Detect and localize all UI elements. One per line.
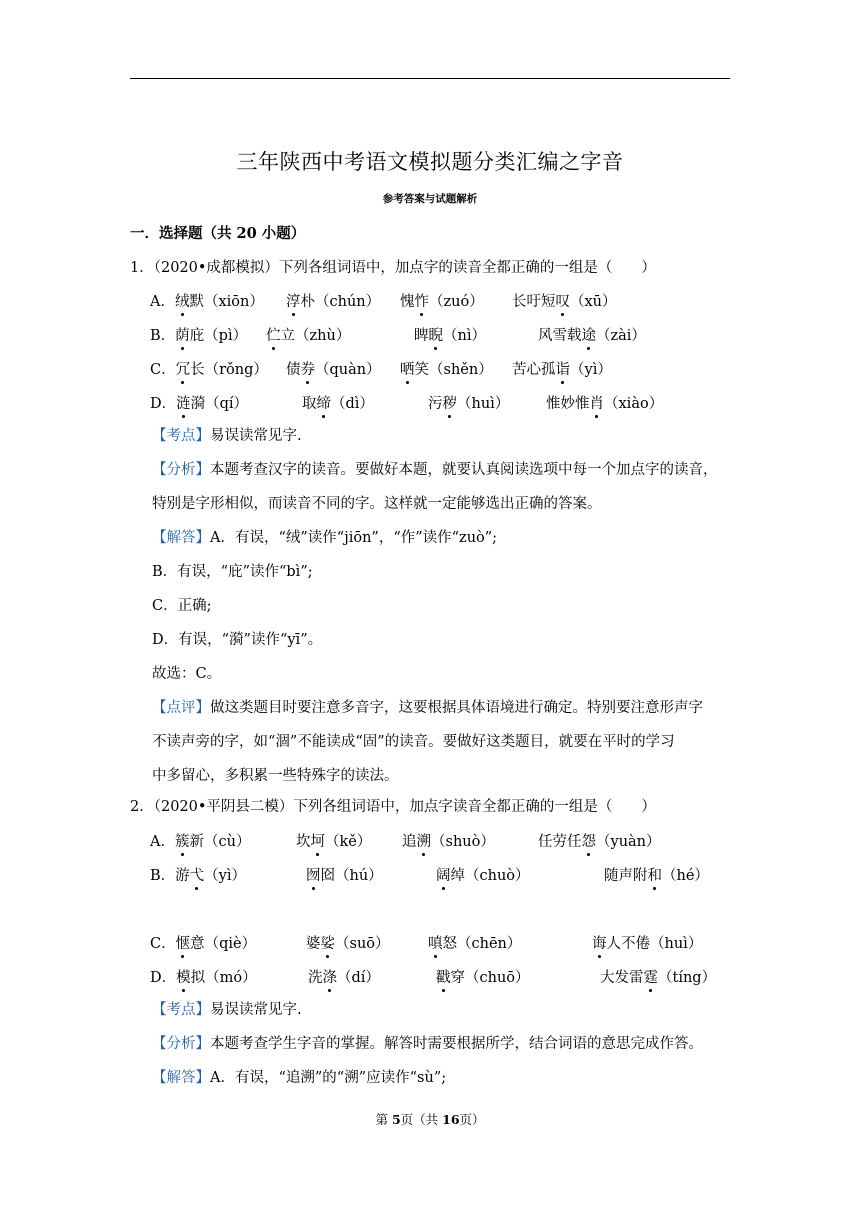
dianping-text-2: 不读声旁的字，如“涸”不能读成“固”的读音。要做好这类题目，就要在平时的学习	[152, 734, 675, 750]
kaodian-text: 易误读常见字.	[210, 428, 302, 444]
dotted-char: 阔	[436, 868, 451, 884]
dotted-char: 秽	[442, 396, 457, 412]
option-d-word-4	[546, 394, 663, 414]
dotted-char: 荫	[175, 328, 190, 344]
dotted-char: 弋	[189, 868, 205, 884]
dotted-char: 簇	[174, 834, 190, 850]
option-c-word-2	[286, 360, 381, 380]
jieda-text-4: D．有误，“漪”读作“yī”。	[152, 632, 323, 648]
word-prefix: 随声附	[604, 868, 648, 884]
dotted-char: 缔	[316, 396, 331, 412]
dotted-char: 诲	[592, 936, 607, 952]
dotted-char: 囫	[306, 868, 321, 884]
option-a-word-2	[296, 832, 371, 852]
option-c-word-4	[512, 360, 612, 380]
word-prefix: 追	[402, 834, 417, 850]
word-prefix: 苦心孤	[512, 362, 556, 378]
option-d-word-3	[428, 394, 509, 414]
jieda-text-1: A．有误，“追溯”的“溯”应读作“sù”;	[210, 1070, 447, 1086]
dotted-char: 涟	[176, 396, 191, 412]
fenxi-tag: 【分析】	[152, 1036, 210, 1052]
option-c-word-1	[150, 934, 256, 954]
dotted-char: 哂	[400, 362, 415, 378]
dotted-char: 溯	[416, 834, 431, 850]
word-suffix: （tíng）	[658, 970, 717, 986]
kaodian-tag: 【考点】	[152, 428, 210, 444]
dotted-char: 绒	[174, 294, 190, 310]
option-a-word-3	[402, 832, 495, 852]
jieda-text-3: C．正确;	[152, 598, 212, 614]
word-prefix: A．	[150, 294, 175, 310]
fenxi-text-2: 特别是字形相似，而读音不同的字。这样就一定能够选出正确的答案。	[152, 496, 602, 512]
section-heading: 一．选择题（共 20 小题）	[130, 225, 306, 242]
word-suffix: （xiào）	[604, 396, 664, 412]
option-d-word-4	[600, 968, 716, 988]
footer-pre: 第	[375, 1112, 392, 1127]
word-suffix: （huì）	[457, 396, 510, 412]
word-prefix: 债	[286, 362, 301, 378]
option-c-word-1	[150, 360, 268, 380]
word-prefix: 婆	[306, 936, 321, 952]
word-suffix: 绰（chuò）	[450, 868, 530, 884]
footer-mid: 页（共	[400, 1112, 443, 1127]
dianping-tag: 【点评】	[152, 700, 210, 716]
option-a-word-1	[150, 292, 264, 312]
word-prefix: D．	[150, 396, 177, 412]
option-d-word-1	[150, 968, 257, 988]
q1-kaodian	[152, 426, 302, 446]
page-footer	[0, 1110, 860, 1128]
dotted-char: 途	[581, 328, 596, 344]
word-prefix: 愧	[400, 294, 415, 310]
dianping-text-3: 中多留心，多积累一些特殊字的读法。	[152, 768, 399, 784]
q1-dianping	[152, 698, 703, 718]
option-d-word-3	[436, 968, 530, 988]
dotted-char: 怍	[414, 294, 429, 310]
word-prefix: 风雪载	[538, 328, 582, 344]
dotted-char: 肖	[589, 396, 604, 412]
option-b-word-1	[150, 326, 247, 346]
option-c-word-3	[400, 360, 493, 380]
word-prefix: 取	[302, 396, 317, 412]
dotted-char: 娑	[320, 936, 335, 952]
word-prefix: D．	[150, 970, 177, 986]
option-d-word-1	[150, 394, 248, 414]
word-suffix: 拟（mó）	[190, 970, 257, 986]
word-suffix: 怒（chēn）	[442, 936, 522, 952]
dotted-char: 模	[176, 970, 191, 986]
q1-jieda	[152, 528, 497, 548]
fenxi-text-1: 本题考查汉字的读音。要做好本题，就要认真阅读选项中每一个加点字的读音，	[210, 462, 718, 478]
word-prefix: 洗	[308, 970, 323, 986]
word-suffix: （hé）	[662, 868, 709, 884]
document-title: 三年陕西中考语文模拟题分类汇编之字音	[236, 150, 624, 174]
q2-fenxi	[152, 1034, 703, 1054]
word-prefix: B．游	[150, 868, 190, 884]
dotted-char: 涤	[322, 970, 337, 986]
word-suffix: 囵（hú）	[320, 868, 383, 884]
dotted-char: 诣	[555, 362, 570, 378]
dotted-char: 冗	[175, 362, 191, 378]
dotted-char: 伫	[266, 328, 281, 344]
word-suffix: （zuó）	[429, 294, 484, 310]
dotted-char: 淳	[286, 294, 301, 310]
word-suffix: （yuàn）	[596, 834, 661, 850]
word-prefix: 长吁短	[512, 294, 556, 310]
word-suffix: （kě）	[325, 834, 372, 850]
dotted-char: 坷	[310, 834, 325, 850]
fenxi-text: 本题考查学生字音的掌握。解答时需要根据所学，结合词语的意思完成作答。	[210, 1036, 703, 1052]
word-prefix: 惟妙惟	[546, 396, 590, 412]
word-suffix: （yì）	[570, 362, 612, 378]
word-suffix: 庇（pì）	[189, 328, 248, 344]
option-b-word-4	[538, 326, 646, 346]
dotted-char: 戳	[436, 970, 451, 986]
question-1-stem: 1．（2020•成都模拟）下列各组词语中，加点字的读音全都正确的一组是（ ）	[130, 260, 656, 276]
word-prefix: C．	[150, 362, 176, 378]
word-suffix: （zài）	[596, 328, 646, 344]
word-suffix: 朴（chún）	[300, 294, 381, 310]
option-d-word-2	[308, 968, 380, 988]
dotted-char: 怨	[581, 834, 596, 850]
option-a-word-4	[538, 832, 661, 852]
word-suffix: 默（xiōn）	[189, 294, 264, 310]
option-a-word-1	[150, 832, 250, 852]
jieda-tag: 【解答】	[152, 530, 210, 546]
fenxi-tag: 【分析】	[152, 462, 210, 478]
header-rule	[130, 78, 730, 79]
dotted-char: 惬	[175, 936, 191, 952]
word-suffix: （shuò）	[431, 834, 495, 850]
jieda-text-1: A．有误，“绒”读作“jiōn”，“作”读作“zuò”;	[210, 530, 498, 546]
word-suffix: （dí）	[337, 970, 380, 986]
option-b-word-1	[150, 866, 246, 886]
word-suffix: 笑（shěn）	[414, 362, 493, 378]
word-suffix: （yì）	[204, 868, 246, 884]
q1-fenxi	[152, 460, 718, 480]
word-prefix: C．	[150, 936, 176, 952]
footer-post: 页）	[459, 1112, 485, 1127]
dotted-char: 嗔	[428, 936, 443, 952]
kaodian-tag: 【考点】	[152, 1002, 210, 1018]
word-suffix: 人不倦（huì）	[606, 936, 703, 952]
option-c-word-2	[306, 934, 390, 954]
word-suffix: （quàn）	[315, 362, 381, 378]
jieda-tag: 【解答】	[152, 1070, 210, 1086]
option-b-word-2	[306, 866, 383, 886]
word-suffix: 长（rǒng）	[190, 362, 268, 378]
page-number: 5	[391, 1112, 401, 1127]
word-prefix: 大发雷	[600, 970, 644, 986]
option-b-word-3	[414, 326, 486, 346]
option-b-word-3	[436, 866, 530, 886]
q2-jieda	[152, 1068, 446, 1088]
dotted-char: 睨	[428, 328, 443, 344]
word-suffix: 意（qiè）	[190, 936, 257, 952]
option-d-word-2	[302, 394, 374, 414]
word-prefix: 污	[428, 396, 443, 412]
option-c-word-3	[428, 934, 521, 954]
kaodian-text: 易误读常见字.	[210, 1002, 302, 1018]
word-suffix: 新（cù）	[189, 834, 251, 850]
q2-kaodian	[152, 1000, 302, 1020]
dotted-char: 霆	[643, 970, 658, 986]
word-suffix: （xū）	[570, 294, 617, 310]
word-suffix: （dì）	[331, 396, 374, 412]
word-suffix: 立（zhù）	[280, 328, 351, 344]
document-subtitle: 参考答案与试题解析	[382, 193, 478, 205]
word-prefix: 坎	[296, 834, 311, 850]
word-prefix: 睥	[414, 328, 429, 344]
word-suffix: （nì）	[443, 328, 486, 344]
word-suffix: （suō）	[335, 936, 390, 952]
option-b-word-2	[266, 326, 350, 346]
dotted-char: 券	[300, 362, 315, 378]
word-prefix: B．	[150, 328, 176, 344]
option-a-word-4	[512, 292, 617, 312]
word-suffix: 漪（qí）	[190, 396, 249, 412]
question-2-stem: 2．（2020•平阴县二模）下列各组词语中，加点字读音全都正确的一组是（ ）	[130, 799, 656, 815]
answer-text: 故选：C。	[152, 666, 222, 682]
dotted-char: 叹	[555, 294, 570, 310]
dianping-text-1: 做这类题目时要注意多音字，这要根据具体语境进行确定。特别要注意形声字	[210, 700, 703, 716]
word-prefix: A．	[150, 834, 175, 850]
word-prefix: 任劳任	[538, 834, 582, 850]
dotted-char: 和	[647, 868, 662, 884]
jieda-text-2: B．有误，“庇”读作“bì”;	[152, 564, 313, 580]
word-suffix: 穿（chuō）	[450, 970, 530, 986]
option-c-word-4	[592, 934, 702, 954]
option-a-word-3	[400, 292, 484, 312]
option-b-word-4	[604, 866, 709, 886]
page-total: 16	[442, 1112, 460, 1127]
option-a-word-2	[286, 292, 380, 312]
